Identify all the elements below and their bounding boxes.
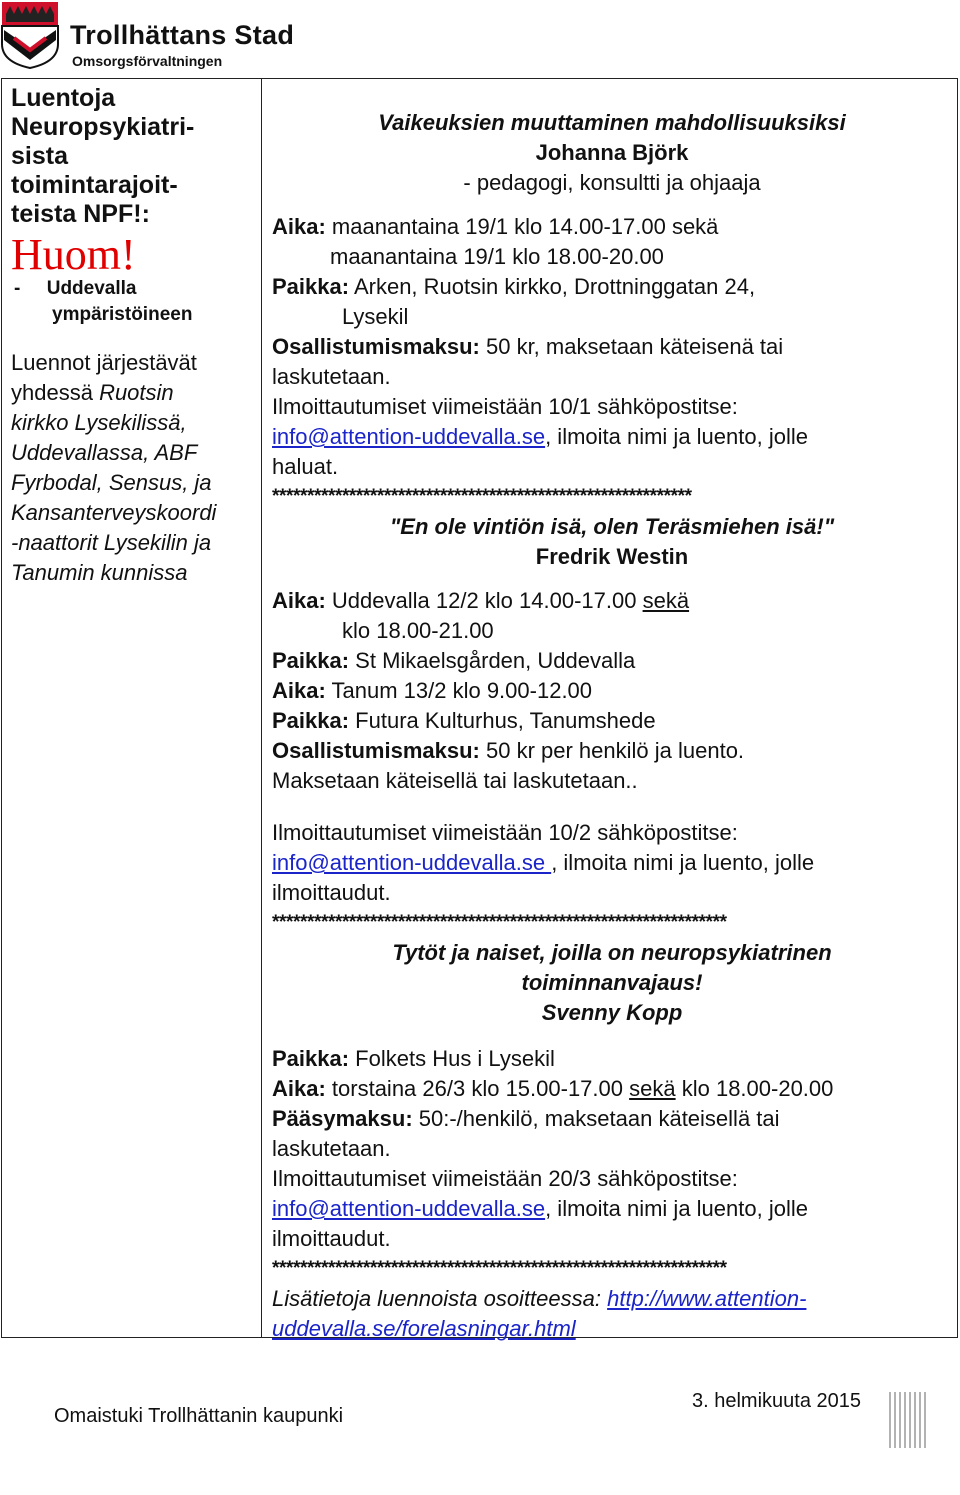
bullet-line: ympäristöineen [52, 304, 193, 325]
lecture-1 [272, 108, 952, 482]
field-value: St Mikaelsgården, Uddevalla [349, 648, 636, 673]
sidebar [11, 84, 259, 588]
field-value: Tanum 13/2 klo 9.00-12.00 [325, 678, 593, 703]
sidebar-title-line: sista [11, 142, 68, 170]
field-label: Aika: [272, 1076, 326, 1101]
lecture-time-continued: klo 18.00-21.00 [342, 618, 494, 643]
registration-text: ilmoittaudut. [272, 880, 391, 905]
more-info-line [272, 1314, 952, 1344]
field-label: Paikka: [272, 274, 350, 299]
field-value: 50 kr per henkilö ja luento. [479, 738, 745, 763]
lecture-title: toiminnanvajaus! [521, 970, 703, 995]
bullet-dash: - [14, 278, 21, 299]
sidebar-title-line: toimintarajoit- [11, 171, 178, 199]
field-value: sekä [642, 588, 690, 613]
field-value: Uddevalla 12/2 klo 14.00-17.00 [325, 588, 643, 613]
field-value: 50:-/henkilö, maksetaan käteisellä tai [412, 1106, 780, 1131]
field-value: klo 18.00-20.00 [675, 1076, 834, 1101]
email-link[interactable]: info@attention-uddevalla.se [272, 850, 552, 875]
registration-text: Ilmoittautumiset viimeistään 10/1 sähköpostitse: [272, 394, 738, 419]
sidebar-title-line: Neuropsykiatri- [11, 113, 195, 141]
registration-text: Ilmoittautumiset viimeistään 10/2 sähköpostitse: [272, 820, 738, 845]
field-value: Futura Kulturhus, Tanumshede [349, 708, 656, 733]
registration-email-line [272, 422, 952, 452]
registration-email-line [272, 1194, 952, 1224]
lecture-time [272, 676, 952, 706]
lecture-time [272, 586, 952, 616]
lecture-speaker-role: - pedagogi, konsultti ja ohjaaja [463, 170, 761, 195]
field-label: Osallistumismaksu: [272, 334, 480, 359]
field-label: Aika: [272, 678, 326, 703]
lecture-fee [272, 332, 952, 362]
lecture-fee-continued: Maksetaan käteisellä tai laskutetaan.. [272, 768, 638, 793]
sidebar-body-line: Tanumin kunnissa [11, 560, 188, 585]
lecture-2 [272, 512, 952, 908]
footer-bars-icon [884, 1388, 944, 1448]
more-info-line [272, 1284, 952, 1314]
sidebar-body-line: Fyrbodal, Sensus, ja [11, 470, 212, 495]
lecture-speaker: Svenny Kopp [541, 1000, 683, 1025]
lecture-time [272, 212, 952, 242]
more-info-text: Lisätietoja luennoista osoitteessa: [272, 1286, 608, 1311]
registration-text: haluat. [272, 454, 339, 479]
org-subtitle: Omsorgsförvaltningen [72, 53, 223, 69]
sidebar-title-line: teista NPF!: [11, 200, 150, 228]
sidebar-bullet [14, 276, 259, 328]
lecture-3 [272, 938, 952, 1254]
lecture-speaker: Johanna Björk [535, 140, 689, 165]
email-link[interactable]: info@attention-uddevalla.se [272, 1196, 546, 1221]
lecture-fee-continued: laskutetaan. [272, 364, 391, 389]
more-info [272, 1284, 952, 1344]
field-label: Paikka: [272, 648, 350, 673]
registration-text: ilmoittaudut. [272, 1226, 391, 1251]
sidebar-body-line: Kansanterveyskoordi [11, 500, 217, 525]
registration-text: , ilmoita nimi ja luento, jolle [545, 1196, 808, 1221]
field-value: 50 kr, maksetaan käteisenä tai [479, 334, 784, 359]
lecture-fee-continued: laskutetaan. [272, 1136, 391, 1161]
lecture-place [272, 706, 952, 736]
field-label: Aika: [272, 214, 326, 239]
sidebar-body-line: Uddevallassa, ABF [11, 440, 198, 465]
lecture-place [272, 646, 952, 676]
org-name: Trollhättans Stad [70, 20, 295, 50]
registration-text: Ilmoittautumiset viimeistään 20/3 sähköpostitse: [272, 1166, 738, 1191]
sidebar-title [11, 84, 259, 229]
separator: ************************************************************ [272, 486, 692, 507]
footer-organization: Omaistuki Trollhättanin kaupunki [54, 1405, 344, 1427]
column-divider [261, 78, 262, 1338]
lecture-place-continued: Lysekil [342, 304, 409, 329]
lecture-place [272, 1044, 952, 1074]
sidebar-body-line [11, 378, 259, 408]
sidebar-body-line: -naattorit Lysekilin ja [11, 530, 212, 555]
main-content [272, 108, 952, 1344]
trollhattan-coat-of-arms-icon [0, 0, 60, 70]
lecture-time [272, 1074, 952, 1104]
separator: ***************************************************************** [272, 912, 727, 933]
field-value: Folkets Hus i Lysekil [349, 1046, 555, 1071]
registration-text: , ilmoita nimi ja luento, jolle [545, 424, 808, 449]
sidebar-body-text: Ruotsin [99, 380, 174, 405]
lecture-time-continued: maanantaina 19/1 klo 18.00-20.00 [330, 244, 664, 269]
lecture-place [272, 272, 952, 302]
more-info-link[interactable]: http://www.attention- [607, 1286, 807, 1311]
field-label: Paikka: [272, 1046, 350, 1071]
sidebar-body-line: Luennot järjestävät [11, 350, 197, 375]
registration-email-line [272, 848, 952, 878]
field-value: sekä [629, 1076, 676, 1101]
more-info-link[interactable]: uddevalla.se/forelasningar.html [272, 1316, 576, 1341]
sidebar-title-line: Luentoja [11, 84, 116, 112]
field-value: maanantaina 19/1 klo 14.00-17.00 sekä [325, 214, 719, 239]
lecture-fee [272, 736, 952, 766]
sidebar-body-text: yhdessä [11, 380, 100, 405]
email-link[interactable]: info@attention-uddevalla.se [272, 424, 546, 449]
field-label: Paikka: [272, 708, 350, 733]
separator: ***************************************************************** [272, 1258, 727, 1279]
field-value: Arken, Ruotsin kirkko, Drottninggatan 24, [349, 274, 756, 299]
lecture-fee [272, 1104, 952, 1134]
lecture-title: Tytöt ja naiset, joilla on neuropsykiatrinen [392, 940, 832, 965]
registration-text: , ilmoita nimi ja luento, jolle [551, 850, 815, 875]
footer-date: 3. helmikuuta 2015 [692, 1390, 862, 1412]
sidebar-organizers [11, 348, 259, 588]
lecture-speaker: Fredrik Westin [535, 544, 689, 569]
field-value: torstaina 26/3 klo 15.00-17.00 [325, 1076, 630, 1101]
bullet-line: Uddevalla [46, 278, 137, 299]
lecture-title: Vaikeuksien muuttaminen mahdollisuuksiksi [378, 110, 846, 135]
page-header [0, 0, 960, 78]
lecture-title: "En ole vintiön isä, olen Teräsmiehen isä!" [389, 514, 835, 539]
sidebar-body-line: kirkko Lysekilissä, [11, 410, 187, 435]
field-label: Osallistumismaksu: [272, 738, 480, 763]
field-label: Pääsymaksu: [272, 1106, 413, 1131]
field-label: Aika: [272, 588, 326, 613]
huom-notice: Huom! [11, 230, 136, 279]
